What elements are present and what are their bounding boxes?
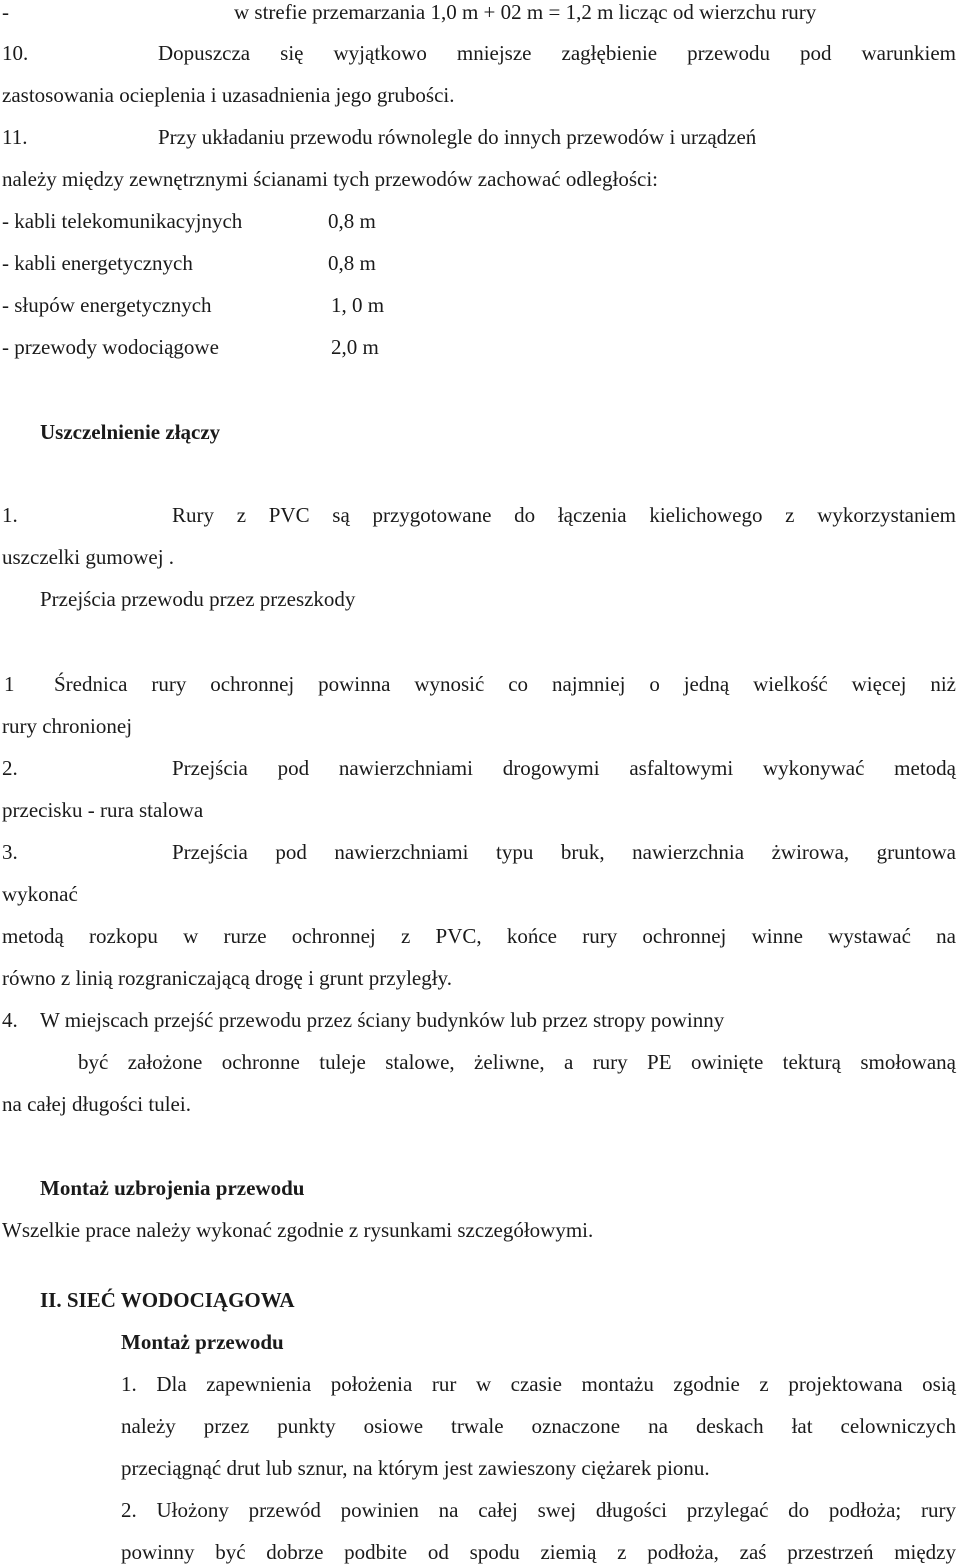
distance-label-power-poles: - słupów energetycznych [2, 293, 212, 317]
section-2-p1-line2: należy przez punkty osiowe trwale oznaczone na deskach łat celowniczych [121, 1414, 956, 1438]
item-10-number: 10. [2, 41, 29, 65]
item-11-cont: należy między zewnętrznymi ścianami tych przewodów zachować odległości: [2, 167, 658, 191]
seal-heading: Uszczelnienie złączy [40, 420, 221, 444]
crossings-heading: Przejścia przewodu przez przeszkody [40, 587, 356, 611]
section-2-heading: II. SIEĆ WODOCIĄGOWA [40, 1288, 295, 1312]
assembly-text: Wszelkie prace należy wykonać zgodnie z rysunkami szczegółowymi. [2, 1218, 594, 1242]
seal-item-1-number: 1. [2, 503, 18, 527]
assembly-heading: Montaż uzbrojenia przewodu [40, 1176, 305, 1200]
crossing-item-1-text: Średnica rury ochronnej powinna wynosić co najmniej o jedną wielkość więcej niż [54, 672, 956, 696]
distance-label-power-cables: - kabli energetycznych [2, 251, 193, 275]
distance-value-power-poles: 1, 0 m [331, 293, 385, 317]
item-11-number: 11. [2, 125, 28, 149]
crossing-item-4-cont2: na całej długości tulei. [2, 1092, 191, 1116]
distance-value-water-pipes: 2,0 m [331, 335, 379, 359]
frost-zone-text: w strefie przemarzania 1,0 m + 02 m = 1,2 m licząc od wierzchu rury [234, 0, 817, 24]
crossing-item-3-cont1: wykonać [2, 882, 78, 906]
crossing-item-2-text: Przejścia pod nawierzchniami drogowymi asfaltowymi wykonywać metodą [172, 756, 956, 780]
crossing-item-2-cont: przecisku - rura stalowa [2, 798, 204, 822]
item-10-text: Dopuszcza się wyjątkowo mniejsze zagłębienie przewodu pod warunkiem [158, 41, 956, 65]
seal-item-1-cont: uszczelki gumowej . [2, 545, 175, 569]
crossing-item-4-text: W miejscach przejść przewodu przez ściany budynków lub przez stropy powinny [40, 1008, 725, 1032]
section-2-p1-line3: przeciągnąć drut lub sznur, na którym jest zawieszony ciężarek pionu. [121, 1456, 710, 1480]
crossing-item-3-cont2: metodą rozkopu w rurze ochronnej z PVC, końce rury ochronnej winne wystawać na [2, 924, 956, 948]
item-10-cont: zastosowania ocieplenia i uzasadnienia jego grubości. [2, 83, 455, 107]
distance-value-telecom: 0,8 m [328, 209, 376, 233]
crossing-item-4-cont1: być założone ochronne tuleje stalowe, żeliwne, a rury PE owinięte tekturą smołowaną [78, 1050, 956, 1074]
section-2-p1-line1: 1. Dla zapewnienia położenia rur w czasie montażu zgodnie z projektowana osią [121, 1372, 956, 1396]
seal-item-1-text: Rury z PVC są przygotowane do łączenia kielichowego z wykorzystaniem [172, 503, 956, 527]
distance-value-power-cables: 0,8 m [328, 251, 376, 275]
crossing-item-3-number: 3. [2, 840, 18, 864]
crossing-item-1-number: 1 [4, 672, 15, 696]
section-2-subheading: Montaż przewodu [121, 1330, 284, 1354]
line-dash: - [2, 0, 9, 24]
distance-label-water-pipes: - przewody wodociągowe [2, 335, 219, 359]
distance-label-telecom: - kabli telekomunikacyjnych [2, 209, 243, 233]
section-2-p2-line1: 2. Ułożony przewód powinien na całej swej długości przylegać do podłoża; rury [121, 1498, 956, 1522]
item-11-text: Przy układaniu przewodu równolegle do innych przewodów i urządzeń [158, 125, 757, 149]
crossing-item-3-cont3: równo z linią rozgraniczającą drogę i grunt przyległy. [2, 966, 452, 990]
crossing-item-3-text: Przejścia pod nawierzchniami typu bruk, nawierzchnia żwirowa, gruntowa [172, 840, 956, 864]
crossing-item-4-number: 4. [2, 1008, 18, 1032]
crossing-item-2-number: 2. [2, 756, 18, 780]
crossing-item-1-cont: rury chronionej [2, 714, 133, 738]
section-2-p2-line2: powinny być dobrze podbite od spodu ziemią z podłoża, zaś przestrzeń między [121, 1540, 956, 1564]
